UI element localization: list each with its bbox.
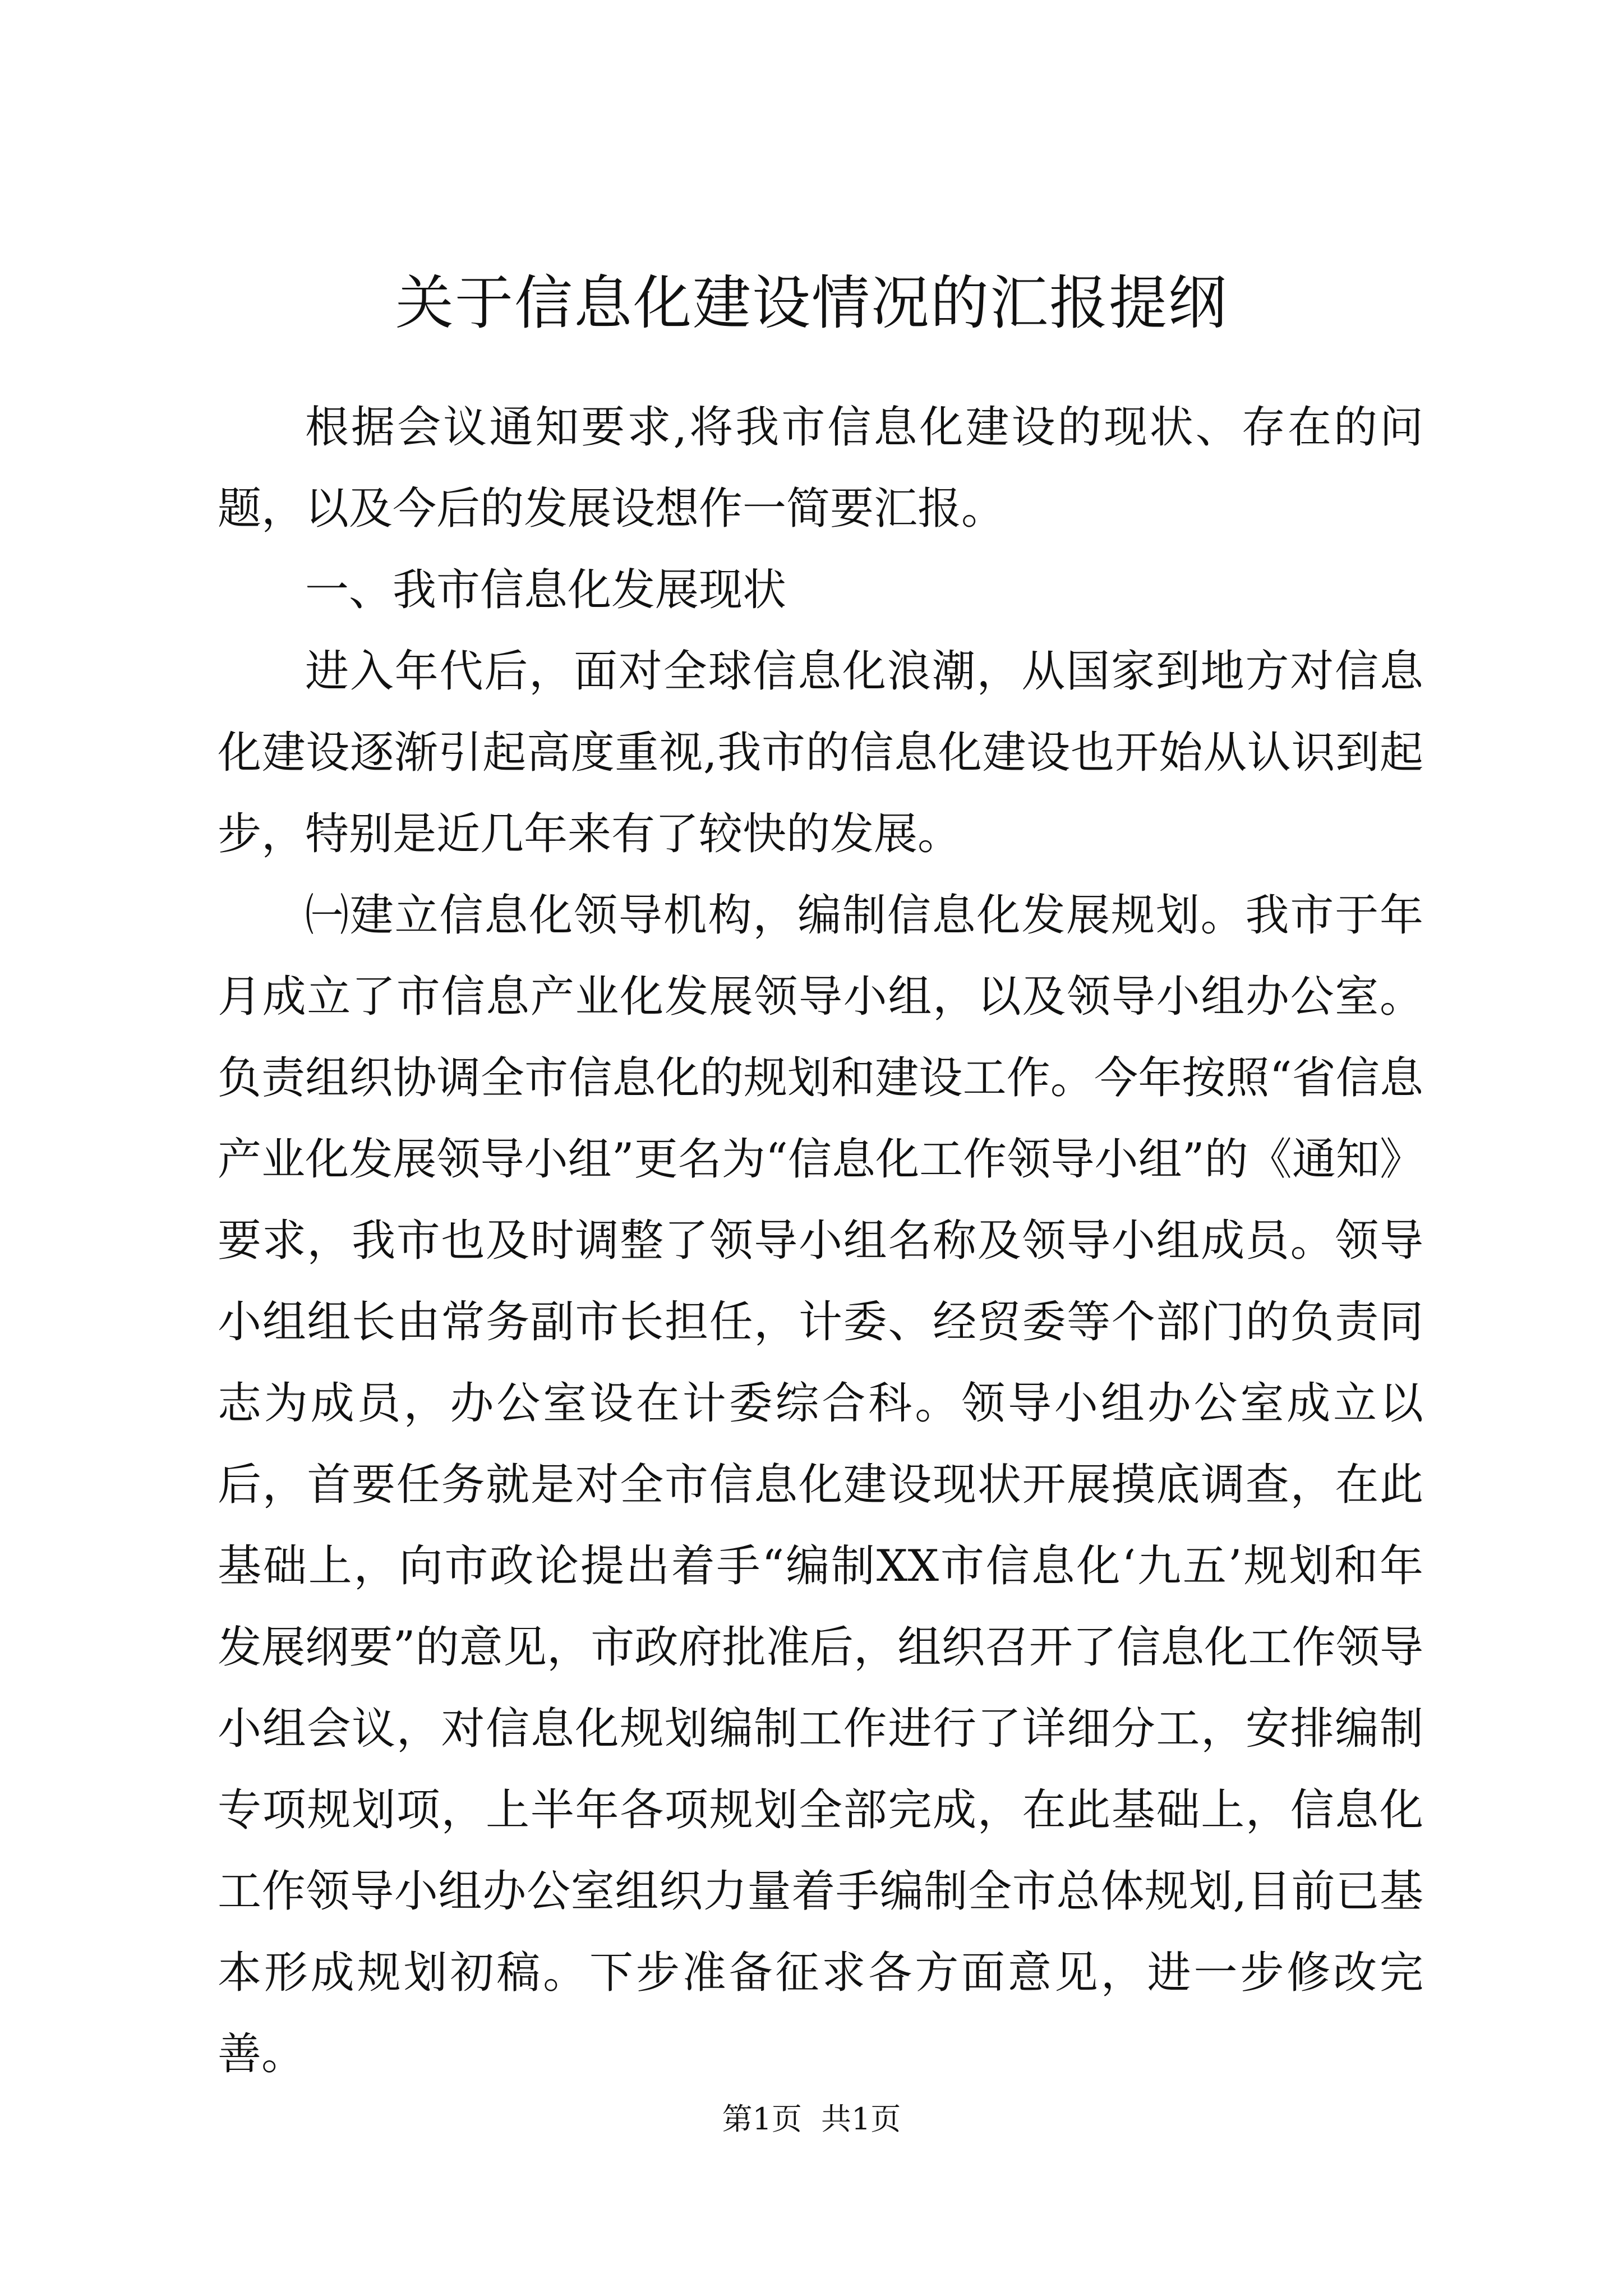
page-total: 共1页 (821, 2101, 901, 2137)
section-heading: 一、我市信息化发展现状 (305, 565, 787, 615)
document-title: 关于信息化建设情况的汇报提纲 (395, 269, 1228, 337)
paragraph-intro: 根据会议通知要求,将我市信息化建设的现状、存在的问题，以及今后的发展设想作一简要汇报。 (218, 402, 1423, 534)
page-footer (0, 2097, 1623, 2142)
page-number: 第1页 (722, 2101, 802, 2137)
paragraph-leadership: ㈠建立信息化领导机构，编制信息化发展规划。我市于年月成立了市信息产业化发展领导小组，以及领导小组办公室。负责组织协调全市信息化的规划和建设工作。今年按照“省信息产业化发展领导小组”更名为“信息化工作领导小组”的《通知》要求，我市也及时调整了领导小组名称及领导小组成员。领导小组组长由常务副市长担任，计委、经贸委等个部门的负责同志为成员，办公室设在计委综合科。领导小组办公室成立以后，首要任务就是对全市信息化建设现状开展摸底调查，在此基础上，向市政论提出着手“编制XX市信息化‘九五’规划和年发展纲要”的意见，市政府批准后，组织召开了信息化工作领导小组会议，对信息化规划编制工作进行了详细分工，安排编制专项规划项，上半年各项规划全部完成，在此基础上，信息化工作领导小组办公室组织力量着手编制全市总体规划,目前已基本形成规划初稿。下步准备征求各方面意见，进一步修改完善。 (218, 890, 1423, 2079)
document-body (218, 387, 1423, 2095)
paragraph-background: 进入年代后，面对全球信息化浪潮，从国家到地方对信息化建设逐渐引起高度重视,我市的信息化建设也开始从认识到起步，特别是近几年来有了较快的发展。 (218, 646, 1423, 859)
